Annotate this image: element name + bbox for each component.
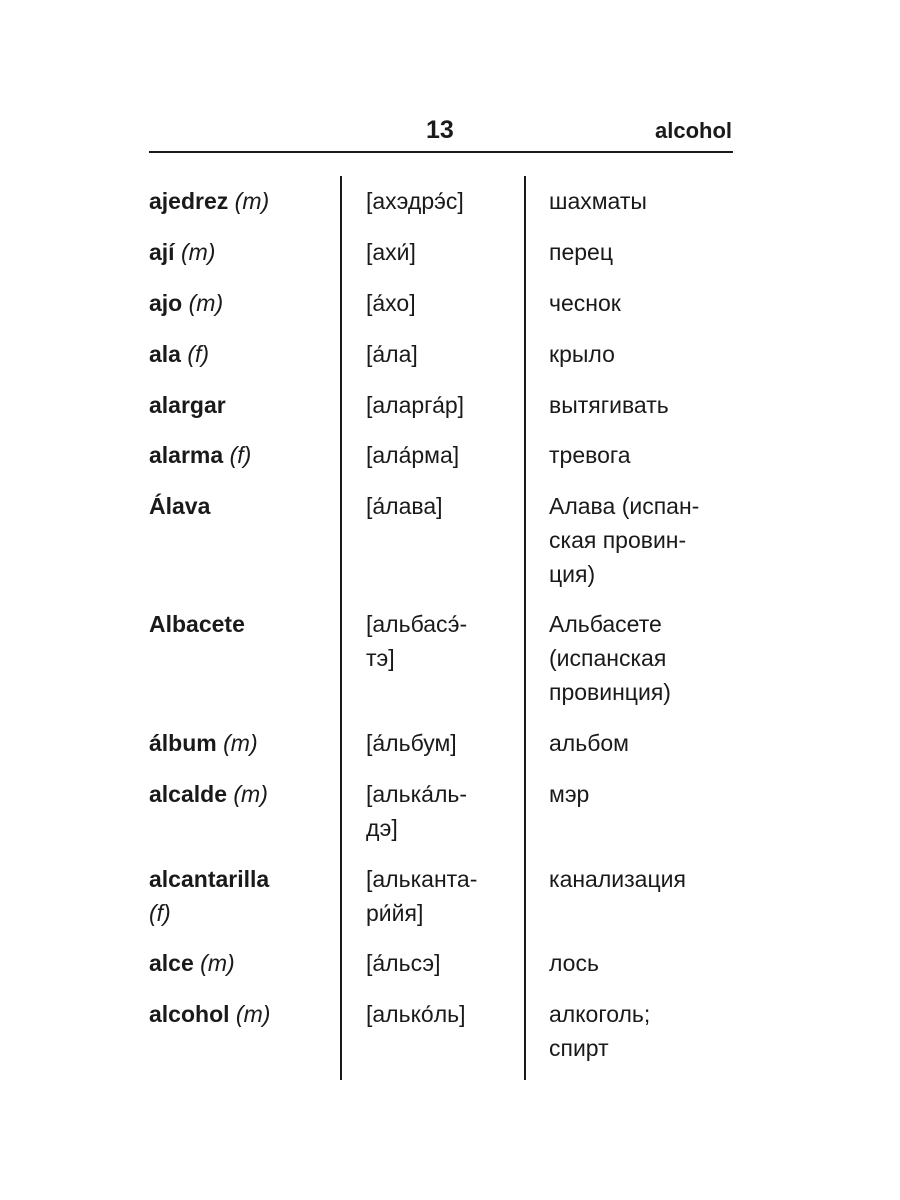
headword: álbum (149, 730, 217, 756)
translation: крыло (549, 341, 615, 367)
headword: Albacete (149, 611, 245, 637)
translation-cell (549, 235, 734, 269)
headword-cell (149, 997, 334, 1031)
translation: Алава (испан- (549, 493, 700, 519)
translation: тревога (549, 442, 631, 468)
gender-marker: (m) (200, 950, 235, 976)
headword: Álava (149, 493, 211, 519)
transcription: [алько́ль] (366, 1001, 466, 1027)
transcription-continued: тэ] (366, 645, 395, 671)
gender-marker: (m) (180, 239, 216, 265)
gender-marker-continued: (f) (149, 900, 171, 926)
transcription-cell (366, 235, 516, 269)
headword: alargar (149, 392, 226, 418)
gender-marker: (f) (229, 442, 252, 468)
transcription-cell (366, 489, 516, 523)
transcription: [а́хо] (366, 290, 416, 316)
transcription-continued: ри́йя] (366, 900, 424, 926)
translation: перец (549, 239, 614, 265)
headword-cell (149, 946, 334, 980)
transcription: [а́ла] (366, 341, 418, 367)
translation: альбом (549, 730, 629, 756)
translation-cell (549, 337, 734, 371)
translation-cell (549, 286, 734, 320)
translation-cell (549, 946, 734, 980)
translation: лось (549, 950, 599, 976)
headword-cell (149, 286, 334, 320)
transcription-cell (366, 286, 516, 320)
gender-marker: (m) (235, 1001, 271, 1027)
transcription: [а́лава] (366, 493, 443, 519)
translation-continued: ская провин- (549, 527, 687, 553)
column-divider-right (524, 176, 526, 1080)
translation: алкоголь; (549, 1001, 651, 1027)
headword: alcantarilla (149, 866, 270, 892)
translation-cell (549, 997, 734, 1065)
translation-cell (549, 184, 734, 218)
transcription: [ахэдрэ́с] (366, 188, 464, 214)
translation: Альбасете (549, 611, 662, 637)
headword-cell (149, 235, 334, 269)
transcription: [аларга́р] (366, 392, 465, 418)
transcription: [а́льсэ] (366, 950, 441, 976)
translation-continued: (испанская (549, 645, 667, 671)
translation-continued: провинция) (549, 679, 671, 705)
headword-cell (149, 489, 334, 523)
gender-marker: (m) (234, 188, 270, 214)
headword-cell (149, 337, 334, 371)
translation: вытягивать (549, 392, 669, 418)
transcription-cell (366, 946, 516, 980)
gender-marker: (m) (188, 290, 224, 316)
gender-marker: (m) (233, 781, 268, 807)
transcription-cell (366, 438, 516, 472)
translation-continued: ция) (549, 561, 596, 587)
header-rule (149, 151, 733, 153)
transcription: [ахи́] (366, 239, 416, 265)
headword-cell (149, 777, 334, 811)
headword-cell (149, 862, 334, 930)
translation: чеснок (549, 290, 621, 316)
page-number: 13 (426, 116, 454, 144)
headword: ajedrez (149, 188, 229, 214)
headword-cell (149, 726, 334, 760)
headword-cell (149, 184, 334, 218)
headword-cell (149, 438, 334, 472)
transcription: [алька́ль- (366, 781, 468, 807)
translation-cell (549, 489, 734, 591)
translation-continued: спирт (549, 1035, 609, 1061)
transcription: [а́льбум] (366, 730, 457, 756)
transcription: [альканта- (366, 866, 478, 892)
page-header (149, 112, 732, 152)
transcription-cell (366, 184, 516, 218)
gender-marker: (m) (223, 730, 258, 756)
transcription-cell (366, 777, 516, 845)
headword-cell (149, 607, 334, 641)
transcription-cell (366, 607, 516, 675)
translation: канализация (549, 866, 686, 892)
headword: alcalde (149, 781, 227, 807)
headword: alarma (149, 442, 224, 468)
headword: alcohol (149, 1001, 230, 1027)
headword: ají (149, 239, 175, 265)
transcription-cell (366, 337, 516, 371)
headword: ala (149, 341, 181, 367)
headword: alce (149, 950, 194, 976)
translation-cell (549, 438, 734, 472)
translation: мэр (549, 781, 590, 807)
transcription-cell (366, 388, 516, 422)
transcription-continued: дэ] (366, 815, 398, 841)
translation-cell (549, 726, 734, 760)
translation: шахматы (549, 188, 647, 214)
running-head: alcohol (654, 118, 732, 143)
translation-cell (549, 388, 734, 422)
gender-marker: (f) (187, 341, 210, 367)
translation-cell (549, 777, 734, 811)
translation-cell (549, 862, 734, 896)
transcription-cell (366, 997, 516, 1031)
translation-cell (549, 607, 734, 709)
transcription-cell (366, 862, 516, 930)
transcription: [ала́рма] (366, 442, 460, 468)
column-divider-left (340, 176, 342, 1080)
transcription: [альбасэ́- (366, 611, 468, 637)
headword-cell (149, 388, 334, 422)
transcription-cell (366, 726, 516, 760)
headword: ajo (149, 290, 183, 316)
